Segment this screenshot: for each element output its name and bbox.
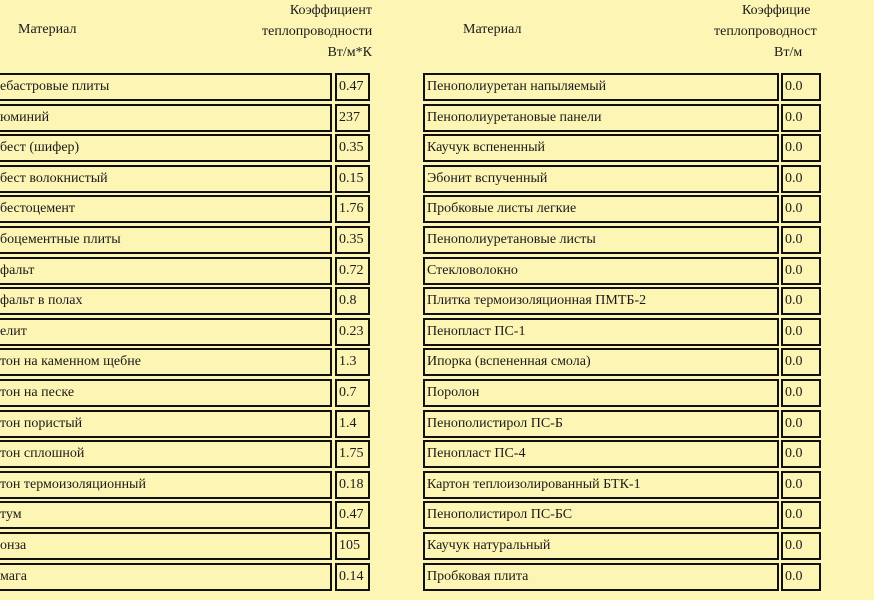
left-material-cell: тон сплошной <box>0 440 332 468</box>
left-value-cell: 0.7 <box>335 379 370 407</box>
right-material-cell: Поролон <box>423 379 779 407</box>
left-material-cell: тон на каменном щебне <box>0 348 332 376</box>
left-value-cell: 0.23 <box>335 318 370 346</box>
left-header-coef-line1: Коэффициент <box>289 3 372 18</box>
left-material-cell: тон термоизоляционный <box>0 471 332 499</box>
left-value-cell: 0.8 <box>335 287 370 315</box>
right-value-cell: 0.0 <box>781 104 821 132</box>
left-material-cell: елит <box>0 318 332 346</box>
left-material-cell: бест волокнистый <box>0 165 332 193</box>
right-material-cell: Пенополистирол ПС-Б <box>423 410 779 438</box>
right-material-cell: Пенополиуретановые панели <box>423 104 779 132</box>
left-material-cell: юминий <box>0 104 332 132</box>
left-value-cell: 0.47 <box>335 501 370 529</box>
right-material-cell: Пенополиуретан напыляемый <box>423 73 779 101</box>
left-material-cell: ебастровые плиты <box>0 73 332 101</box>
left-material-cell: мага <box>0 563 332 591</box>
right-header-coefficient <box>700 0 817 63</box>
right-value-cell: 0.0 <box>781 563 821 591</box>
right-value-cell: 0.0 <box>781 134 821 162</box>
left-value-cell: 237 <box>335 104 370 132</box>
right-value-cell: 0.0 <box>781 471 821 499</box>
left-value-cell: 0.15 <box>335 165 370 193</box>
left-header-coef-line2: теплопроводности <box>262 24 373 39</box>
left-value-cell: 1.4 <box>335 410 370 438</box>
left-value-cell: 1.76 <box>335 195 370 223</box>
right-material-cell: Пробковая плита <box>423 563 779 591</box>
left-material-cell: тум <box>0 501 332 529</box>
left-header-coef-line3: Вт/м*К <box>327 45 372 60</box>
left-material-cell: онза <box>0 532 332 560</box>
right-material-cell: Пенополиуретановые листы <box>423 226 779 254</box>
left-value-cell: 0.35 <box>335 226 370 254</box>
right-material-cell: Эбонит вспученный <box>423 165 779 193</box>
right-material-cell: Пенополистирол ПС-БС <box>423 501 779 529</box>
right-header-coef-line3: Вт/м <box>774 45 803 60</box>
right-value-cell: 0.0 <box>781 226 821 254</box>
right-value-cell: 0.0 <box>781 165 821 193</box>
right-header-coef-line2: теплопроводност <box>714 24 817 39</box>
right-material-cell: Пенопласт ПС-4 <box>423 440 779 468</box>
right-material-cell: Стекловолокно <box>423 257 779 285</box>
left-material-cell: тон на песке <box>0 379 332 407</box>
left-value-cell: 0.47 <box>335 73 370 101</box>
right-value-cell: 0.0 <box>781 501 821 529</box>
right-material-cell: Пенопласт ПС-1 <box>423 318 779 346</box>
left-header-coefficient <box>262 0 372 63</box>
left-material-cell: тон пористый <box>0 410 332 438</box>
left-material-cell: фальт <box>0 257 332 285</box>
right-value-cell: 0.0 <box>781 318 821 346</box>
right-value-cell: 0.0 <box>781 379 821 407</box>
left-value-cell: 105 <box>335 532 370 560</box>
left-material-cell: фальт в полах <box>0 287 332 315</box>
right-header-material: Материал <box>463 22 522 37</box>
left-value-cell: 1.3 <box>335 348 370 376</box>
left-material-cell: бестоцемент <box>0 195 332 223</box>
right-material-cell: Ипорка (вспененная смола) <box>423 348 779 376</box>
left-material-cell: бест (шифер) <box>0 134 332 162</box>
left-value-cell: 0.35 <box>335 134 370 162</box>
right-material-cell: Каучук натуральный <box>423 532 779 560</box>
right-value-cell: 0.0 <box>781 73 821 101</box>
left-value-cell: 0.18 <box>335 471 370 499</box>
right-header-coef-line1: Коэффицие <box>742 3 811 18</box>
left-header-material: Материал <box>18 22 77 37</box>
right-value-cell: 0.0 <box>781 257 821 285</box>
right-value-cell: 0.0 <box>781 440 821 468</box>
left-material-cell: боцементные плиты <box>0 226 332 254</box>
right-value-cell: 0.0 <box>781 287 821 315</box>
right-material-cell: Плитка термоизоляционная ПМТБ-2 <box>423 287 779 315</box>
right-material-cell: Картон теплоизолированный БТК-1 <box>423 471 779 499</box>
right-material-cell: Пробковые листы легкие <box>423 195 779 223</box>
right-material-cell: Каучук вспененный <box>423 134 779 162</box>
right-value-cell: 0.0 <box>781 410 821 438</box>
left-value-cell: 0.72 <box>335 257 370 285</box>
right-value-cell: 0.0 <box>781 532 821 560</box>
left-value-cell: 0.14 <box>335 563 370 591</box>
right-value-cell: 0.0 <box>781 348 821 376</box>
right-value-cell: 0.0 <box>781 195 821 223</box>
left-value-cell: 1.75 <box>335 440 370 468</box>
